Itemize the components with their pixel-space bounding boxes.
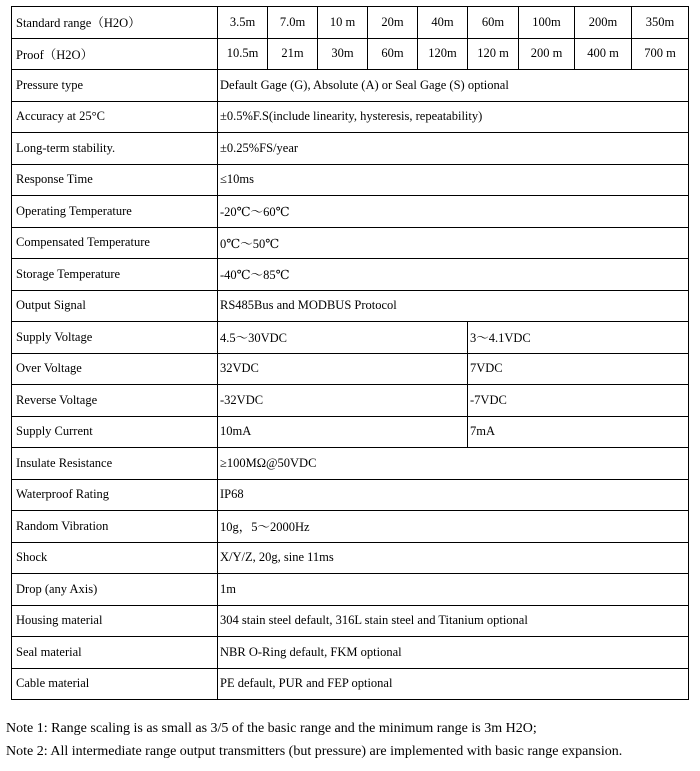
split-spec-row xyxy=(12,385,689,417)
split-spec-row xyxy=(12,416,689,448)
note-1: Note 1: Range scaling is as small as 3/5 of the basic range and the minimum range is 3m H2O; xyxy=(6,721,537,736)
spec-value: ±0.25%FS/year xyxy=(218,133,689,165)
spec-label: Pressure type xyxy=(12,70,218,102)
standard-range-value: 20m xyxy=(368,7,418,39)
spec-value-b: 3～4.1VDC xyxy=(468,322,689,354)
spec-value: NBR O-Ring default, FKM optional xyxy=(218,637,689,669)
spec-row xyxy=(12,511,689,543)
spec-value: -20℃～60℃ xyxy=(218,196,689,228)
standard-range-value: 100m xyxy=(519,7,575,39)
spec-value: 304 stain steel default, 316L stain steel and Titanium optional xyxy=(218,605,689,637)
spec-value: PE default, PUR and FEP optional xyxy=(218,668,689,700)
spec-value: 0℃～50℃ xyxy=(218,227,689,259)
spec-label: Long-term stability. xyxy=(12,133,218,165)
spec-label: Housing material xyxy=(12,605,218,637)
spec-row xyxy=(12,259,689,291)
spec-label: Drop (any Axis) xyxy=(12,574,218,606)
standard-range-value: 200m xyxy=(575,7,632,39)
spec-value: -40℃～85℃ xyxy=(218,259,689,291)
standard-range-row xyxy=(12,7,689,39)
spec-label: Accuracy at 25°C xyxy=(12,101,218,133)
spec-table xyxy=(11,6,689,700)
spec-row xyxy=(12,101,689,133)
spec-row xyxy=(12,668,689,700)
spec-label: Insulate Resistance xyxy=(12,448,218,480)
spec-row xyxy=(12,70,689,102)
note-2: Note 2: All intermediate range output transmitters (but pressure) are implemented with basic range expansion. xyxy=(6,744,623,759)
proof-value: 30m xyxy=(318,38,368,70)
proof-value: 400 m xyxy=(575,38,632,70)
spec-value: 1m xyxy=(218,574,689,606)
proof-value: 700 m xyxy=(632,38,689,70)
spec-value: ±0.5%F.S(include linearity, hysteresis, repeatability) xyxy=(218,101,689,133)
spec-value-b: 7VDC xyxy=(468,353,689,385)
standard-range-value: 350m xyxy=(632,7,689,39)
spec-row xyxy=(12,133,689,165)
spec-value: IP68 xyxy=(218,479,689,511)
spec-value-a: 10mA xyxy=(218,416,468,448)
standard-range-value: 3.5m xyxy=(218,7,268,39)
spec-label: Shock xyxy=(12,542,218,574)
proof-value: 21m xyxy=(268,38,318,70)
standard-range-value: 7.0m xyxy=(268,7,318,39)
split-spec-row xyxy=(12,322,689,354)
spec-label: Response Time xyxy=(12,164,218,196)
spec-label: Output Signal xyxy=(12,290,218,322)
spec-value: RS485Bus and MODBUS Protocol xyxy=(218,290,689,322)
spec-row xyxy=(12,605,689,637)
spec-row xyxy=(12,290,689,322)
spec-label: Operating Temperature xyxy=(12,196,218,228)
spec-value: ≤10ms xyxy=(218,164,689,196)
spec-row xyxy=(12,479,689,511)
spec-label: Compensated Temperature xyxy=(12,227,218,259)
spec-label: Supply Current xyxy=(12,416,218,448)
split-spec-row xyxy=(12,353,689,385)
spec-label: Reverse Voltage xyxy=(12,385,218,417)
spec-label: Supply Voltage xyxy=(12,322,218,354)
proof-value: 200 m xyxy=(519,38,575,70)
spec-label: Cable material xyxy=(12,668,218,700)
spec-value-a: 32VDC xyxy=(218,353,468,385)
spec-value-a: 4.5～30VDC xyxy=(218,322,468,354)
standard-range-value: 60m xyxy=(468,7,519,39)
spec-row xyxy=(12,196,689,228)
proof-label: Proof（H2O） xyxy=(12,38,218,70)
spec-label: Waterproof Rating xyxy=(12,479,218,511)
spec-label: Seal material xyxy=(12,637,218,669)
proof-value: 10.5m xyxy=(218,38,268,70)
spec-row xyxy=(12,574,689,606)
spec-row xyxy=(12,637,689,669)
proof-value: 60m xyxy=(368,38,418,70)
spec-row xyxy=(12,164,689,196)
notes xyxy=(6,717,696,763)
spec-row xyxy=(12,448,689,480)
spec-value: 10g，5～2000Hz xyxy=(218,511,689,543)
proof-value: 120 m xyxy=(468,38,519,70)
spec-label: Random Vibration xyxy=(12,511,218,543)
spec-value-b: -7VDC xyxy=(468,385,689,417)
standard-range-label: Standard range（H2O） xyxy=(12,7,218,39)
spec-value-a: -32VDC xyxy=(218,385,468,417)
standard-range-value: 40m xyxy=(418,7,468,39)
standard-range-value: 10 m xyxy=(318,7,368,39)
spec-value-b: 7mA xyxy=(468,416,689,448)
spec-row xyxy=(12,227,689,259)
spec-row xyxy=(12,542,689,574)
spec-label: Storage Temperature xyxy=(12,259,218,291)
spec-label: Over Voltage xyxy=(12,353,218,385)
spec-value: Default Gage (G), Absolute (A) or Seal Gage (S) optional xyxy=(218,70,689,102)
spec-value: X/Y/Z, 20g, sine 11ms xyxy=(218,542,689,574)
spec-value: ≥100MΩ@50VDC xyxy=(218,448,689,480)
proof-value: 120m xyxy=(418,38,468,70)
proof-row xyxy=(12,38,689,70)
